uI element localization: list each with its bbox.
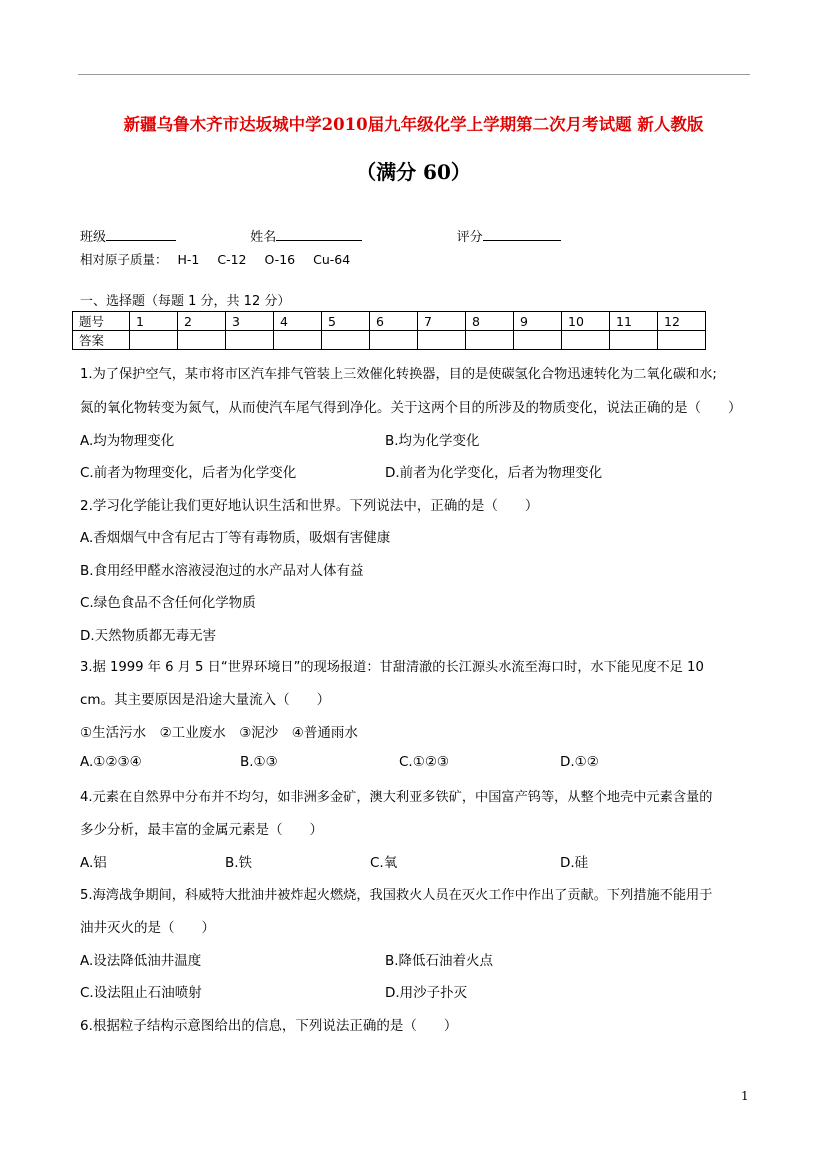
- answer-cell[interactable]: [370, 331, 418, 350]
- atomic-masses: [80, 250, 364, 268]
- option-c: C.前者为物理变化，后者为化学变化: [80, 465, 297, 481]
- option-a: A.香烟烟气中含有尼古丁等有毒物质，吸烟有害健康: [80, 530, 391, 546]
- answer-cell[interactable]: [562, 331, 610, 350]
- section-heading: 一、选择题（每题 1 分，共 12 分）: [80, 294, 291, 309]
- option-a: A.铝: [80, 855, 107, 871]
- exam-subtitle: （满分 60）: [356, 160, 471, 184]
- question-number: 5: [322, 312, 370, 331]
- answer-table: [72, 311, 706, 350]
- student-info-row: [80, 226, 561, 245]
- option-a: A.设法降低油井温度: [80, 953, 202, 969]
- atomic-mass-item: O-16: [264, 252, 296, 267]
- class-blank[interactable]: [106, 227, 176, 241]
- answer-cell[interactable]: [322, 331, 370, 350]
- question-4-text: 多少分析，最丰富的金属元素是（ ）: [80, 822, 323, 838]
- question-number: 11: [610, 312, 658, 331]
- question-1-text: 氮的氧化物转变为氮气，从而使汽车尾气得到净化。关于这两个目的所涉及的物质变化，说法正确的是（ ）: [80, 400, 742, 416]
- option-b: B.降低石油着火点: [385, 953, 494, 969]
- answer-cell[interactable]: [226, 331, 274, 350]
- atomic-mass-item: H-1: [177, 252, 200, 267]
- option-d: D.前者为化学变化，后者为物理变化: [385, 465, 603, 481]
- option-c: C.①②③: [399, 754, 450, 770]
- question-3-items: ①生活污水 ②工业废水 ③泥沙 ④普通雨水: [80, 725, 358, 741]
- option-a: A.均为物理变化: [80, 433, 175, 449]
- name-label: 姓名: [250, 230, 277, 245]
- option-b: B.均为化学变化: [385, 433, 480, 449]
- answer-cell[interactable]: [274, 331, 322, 350]
- question-5-text: 油井灭火的是（ ）: [80, 920, 215, 936]
- question-6-text: 6.根据粒子结构示意图给出的信息，下列说法正确的是（ ）: [80, 1018, 458, 1034]
- option-a: A.①②③④: [80, 754, 142, 770]
- row-label: 题号: [73, 312, 130, 331]
- option-b: B.①③: [240, 754, 278, 770]
- question-number: 3: [226, 312, 274, 331]
- answer-cell[interactable]: [514, 331, 562, 350]
- question-number: 2: [178, 312, 226, 331]
- answer-cell[interactable]: [418, 331, 466, 350]
- question-number: 9: [514, 312, 562, 331]
- question-number: 8: [466, 312, 514, 331]
- name-blank[interactable]: [276, 227, 362, 241]
- option-d: D.①②: [560, 754, 599, 770]
- atomic-mass-item: C-12: [217, 252, 247, 267]
- exam-title: 新疆乌鲁木齐市达坂城中学2010届九年级化学上学期第二次月考试题 新人教版: [123, 115, 704, 134]
- option-c: C.绿色食品不含任何化学物质: [80, 595, 256, 611]
- score-blank[interactable]: [483, 227, 561, 241]
- answer-cell[interactable]: [658, 331, 706, 350]
- atomic-masses-label: 相对原子质量：: [80, 252, 168, 267]
- option-d: D.硅: [560, 855, 589, 871]
- question-number: 12: [658, 312, 706, 331]
- option-d: D.用沙子扑灭: [385, 985, 468, 1001]
- table-row: [73, 331, 706, 350]
- score-label: 评分: [456, 230, 483, 245]
- atomic-mass-item: Cu-64: [313, 252, 351, 267]
- option-c: C.设法阻止石油喷射: [80, 985, 202, 1001]
- answer-cell[interactable]: [466, 331, 514, 350]
- class-label: 班级: [80, 230, 107, 245]
- option-c: C.氧: [370, 855, 398, 871]
- question-3-text: cm。其主要原因是沿途大量流入（ ）: [80, 692, 331, 708]
- table-row: [73, 312, 706, 331]
- question-2-text: 2.学习化学能让我们更好地认识生活和世界。下列说法中，正确的是（ ）: [80, 498, 539, 514]
- page-number: 1: [741, 1089, 749, 1103]
- answer-cell[interactable]: [130, 331, 178, 350]
- row-label: 答案: [73, 331, 130, 350]
- option-b: B.食用经甲醛水溶液浸泡过的水产品对人体有益: [80, 563, 364, 579]
- question-5-text: 5.海湾战争期间，科威特大批油井被炸起火燃烧，我国救火人员在灭火工作中作出了贡献。下列措施不能用于: [80, 888, 713, 903]
- question-number: 10: [562, 312, 610, 331]
- question-number: 6: [370, 312, 418, 331]
- question-1-text: 1.为了保护空气，某市将市区汽车排气管装上三效催化转换器，目的是使碳氢化合物迅速转化为二氧化碳和水;: [80, 367, 717, 382]
- option-b: B.铁: [225, 855, 253, 871]
- question-3-text: 3.据 1999 年 6 月 5 日“世界环境日”的现场报道：甘甜清澈的长江源头水流至海口时，水下能见度不足 10: [80, 660, 704, 675]
- question-number: 1: [130, 312, 178, 331]
- question-number: 7: [418, 312, 466, 331]
- header-rule: [78, 74, 750, 75]
- question-number: 4: [274, 312, 322, 331]
- question-4-text: 4.元素在自然界中分布并不均匀，如非洲多金矿，澳大利亚多铁矿，中国富产钨等，从整个地壳中元素含量的: [80, 790, 713, 805]
- answer-cell[interactable]: [178, 331, 226, 350]
- answer-cell[interactable]: [610, 331, 658, 350]
- option-d: D.天然物质都无毒无害: [80, 628, 217, 644]
